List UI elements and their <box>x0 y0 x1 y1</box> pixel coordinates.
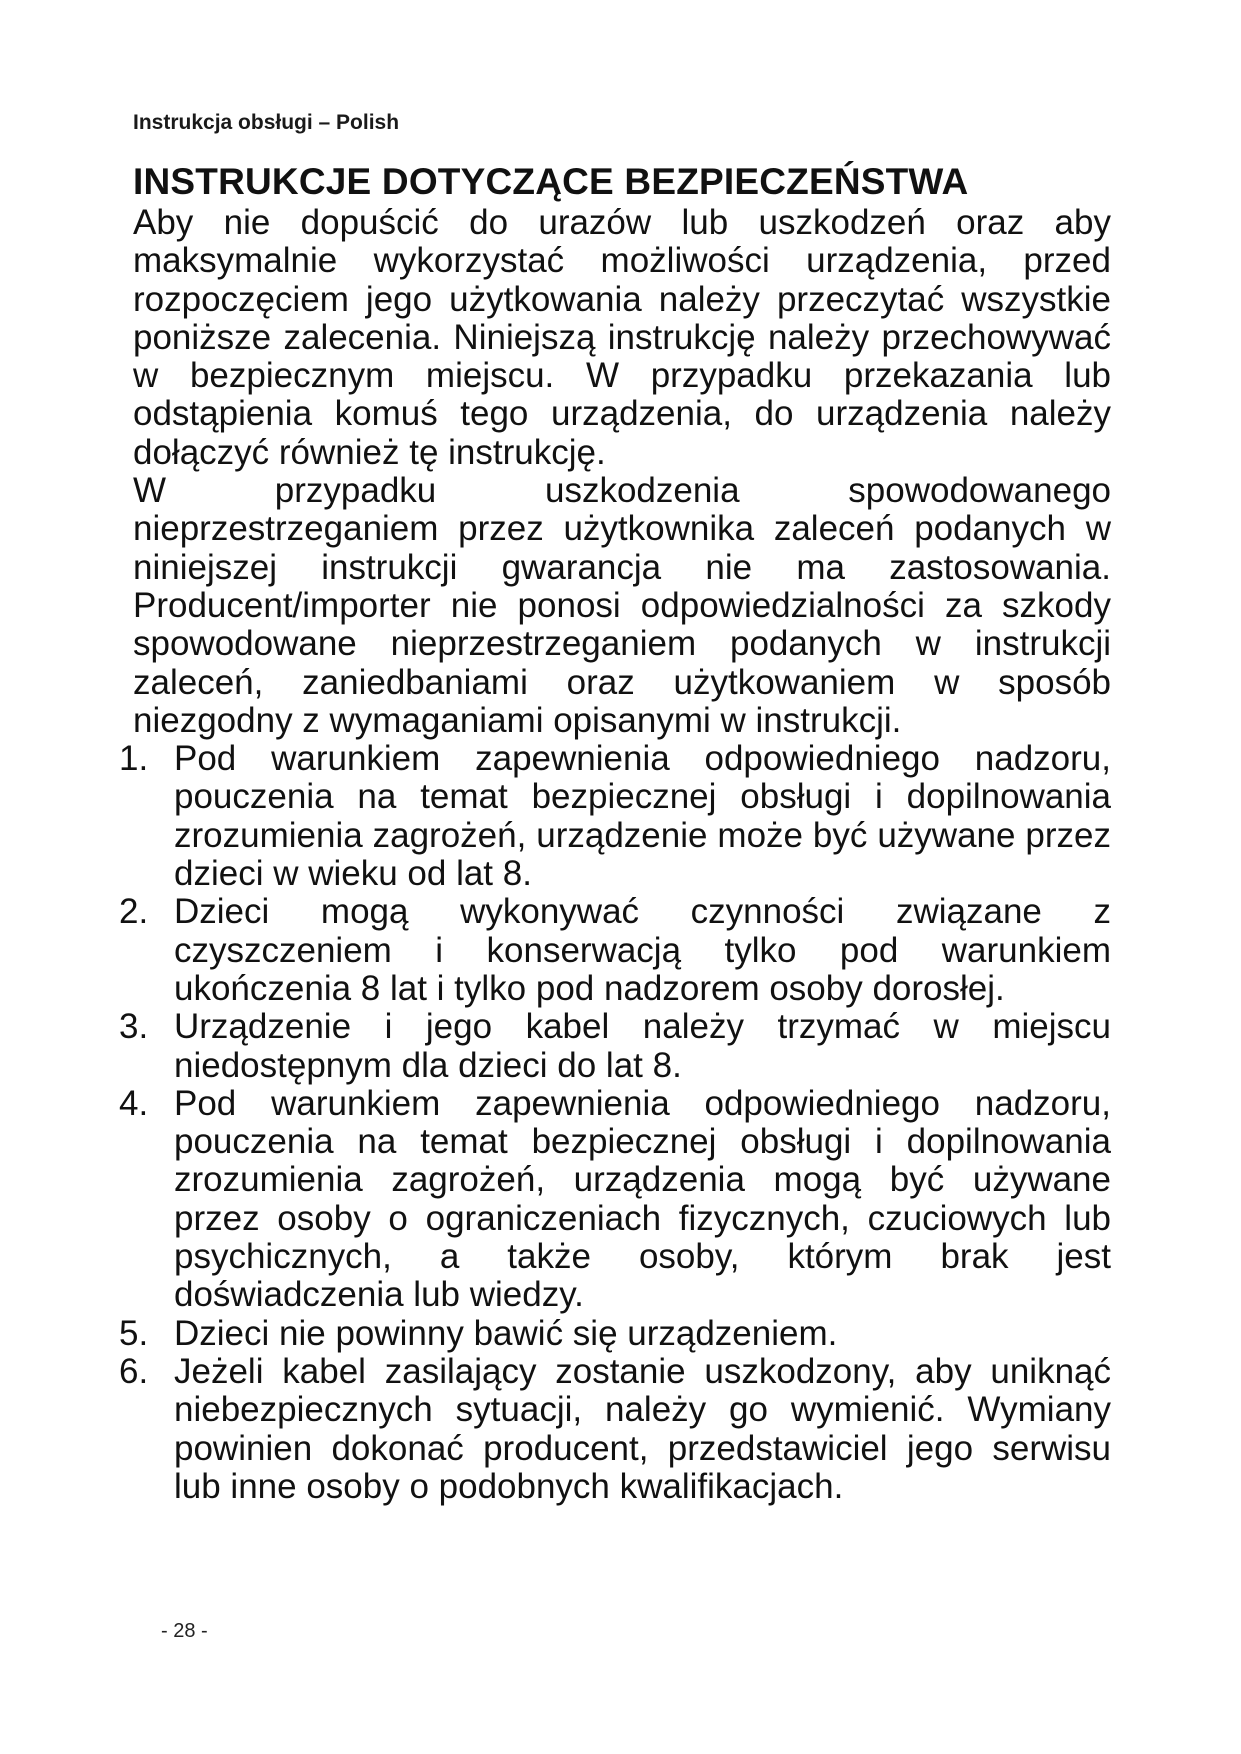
page-number: - 28 - <box>161 1620 208 1642</box>
rule-text: Pod warunkiem zapewnienia odpowiedniego nadzoru, pouczenia na temat bezpiecznej obsługi i dopilnowania zrozumienia zagrożeń, urządzenie może być używane przez dzieci w wieku od lat 8. <box>174 739 1111 894</box>
safety-rule-1 <box>119 740 1111 893</box>
manual-language-header: Instrukcja obsługi – Polish <box>133 111 400 134</box>
safety-rule-6 <box>119 1353 1111 1506</box>
warranty-paragraph: W przypadku uszkodzenia spowodowanego nieprzestrzeganiem przez użytkownika zaleceń podanych w niniejszej instrukcji gwarancja nie ma zastosowania. Producent/importer nie ponosi odpowiedzialności za szkody spowodowane nieprzestrzeganiem podanych w instrukcji zaleceń, zaniedbaniami oraz użytkowaniem w sposób niezgodny z wymaganiami opisanymi w instrukcji. <box>133 471 1111 740</box>
rule-text: Jeżeli kabel zasilający zostanie uszkodzony, aby uniknąć niebezpiecznych sytuacji, należy go wymienić. Wymiany powinien dokonać producent, przedstawiciel jego serwisu lub inne osoby o podobnych kwalifikacjach. <box>174 1351 1111 1506</box>
rule-number: 1. <box>119 739 149 779</box>
safety-rules-list <box>119 740 1111 1506</box>
rule-text: Dzieci mogą wykonywać czynności związane z czyszczeniem i konserwacją tylko pod warunkiem ukończenia 8 lat i tylko pod nadzorem osoby dorosłej. <box>174 892 1111 1008</box>
safety-rule-5 <box>119 1315 1111 1353</box>
rule-number: 6. <box>119 1351 149 1391</box>
rule-number: 3. <box>119 1007 149 1047</box>
rule-text: Urządzenie i jego kabel należy trzymać w miejscu niedostępnym dla dzieci do lat 8. <box>174 1007 1111 1085</box>
safety-rule-2 <box>119 893 1111 1008</box>
safety-section <box>119 160 1111 1506</box>
rule-text: Pod warunkiem zapewnienia odpowiedniego nadzoru, pouczenia na temat bezpiecznej obsługi i dopilnowania zrozumienia zagrożeń, urządzenia mogą być używane przez osoby o ograniczeniach fizycznych, czuciowych lub psychicznych, a także osoby, którym brak jest doświadczenia lub wiedzy. <box>174 1083 1111 1315</box>
safety-rule-4 <box>119 1085 1111 1315</box>
rule-number: 4. <box>119 1083 149 1123</box>
intro-paragraph: Aby nie dopuścić do urazów lub uszkodzeń oraz aby maksymalnie wykorzystać możliwości urządzenia, przed rozpoczęciem jego użytkowania należy przeczytać wszystkie poniższe zalecenia. Niniejszą instrukcję należy przechowywać w bezpiecznym miejscu. W przypadku przekazania lub odstąpienia komuś tego urządzenia, do urządzenia należy dołączyć również tę instrukcję. <box>133 203 1111 472</box>
rule-number: 2. <box>119 892 149 932</box>
rule-text: Dzieci nie powinny bawić się urządzeniem. <box>174 1313 838 1353</box>
rule-number: 5. <box>119 1313 149 1353</box>
safety-rule-3 <box>119 1008 1111 1085</box>
section-title: INSTRUKCJE DOTYCZĄCE BEZPIECZEŃSTWA <box>133 161 969 202</box>
